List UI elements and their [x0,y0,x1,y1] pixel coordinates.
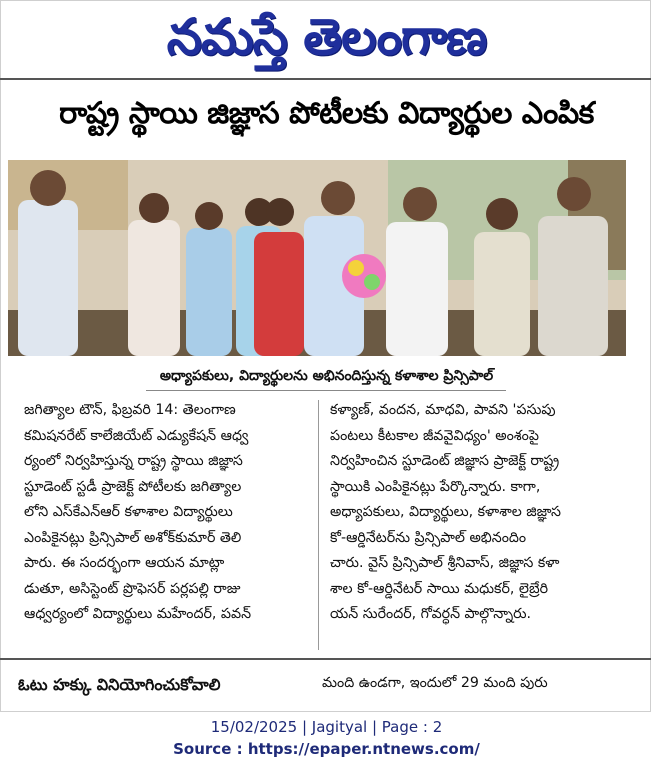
caption-underline [146,390,506,391]
divider [0,78,651,80]
source-link[interactable]: Source : https://epaper.ntnews.com/ [173,740,480,758]
article-column-2 [330,398,630,628]
divider [0,658,651,660]
article-headline: రాష్ట్ర స్థాయి జిజ్ఞాస పోటీలకు విద్యార్థుల ఎంపిక [59,96,594,131]
next-story-text: మంది ఉండగా, ఇందులో 29 మంది పురు [322,675,548,691]
group-photo-illustration [8,160,626,356]
text-line: నిర్వహించిన స్టూడెంట్ జిజ్ఞాస ప్రాజెక్ట్ రాష్ట్ర [330,453,560,469]
article-column-1 [24,398,310,628]
masthead [0,6,653,68]
text-line: చారు. వైస్ ప్రిన్సిపాల్ శ్రీనివాస్, జిజ్ఞాస కళా [330,555,560,571]
text-line: జగిత్యాల టౌన్, ఫిబ్రవరి 14: తెలంగాణ [24,402,236,418]
text-line: స్టూడెంట్ స్టడీ ప్రాజెక్ట్ పోటీలకు జగిత్యాల [24,478,242,495]
text-line: ఆధ్వర్యంలో విద్యార్థులు మహేందర్, పవన్ [24,606,252,622]
edition-info: 15/02/2025 | Jagityal | Page : 2 [210,718,443,736]
text-line: ఎంపికైనట్లు ప్రిన్సిపాల్ అశోక్‌కుమార్ తెలి [24,529,242,546]
text-line: స్థాయికి ఎంపికైనట్లు పేర్కొన్నారు. కాగా, [330,478,541,495]
text-line: పంటలు కీటకాల జీవవైవిధ్యం' అంశంపై [330,427,539,444]
next-story-headline: ఓటు హక్కు వినియోగించుకోవాలి [18,675,221,694]
newspaper-title: నమస్తే తెలంగాణ [166,8,487,66]
column-divider [318,400,319,650]
photo-caption: అధ్యాపకులు, విద్యార్థులను అభినందిస్తున్న కళాశాల ప్రిన్సిపాల్ [159,368,494,384]
text-line: డుతూ, అసిస్టెంట్ ప్రొఫెసర్ పర్లపల్లి రాజు [24,580,241,597]
text-line: ర్యంలో నిర్వహిస్తున్న రాష్ట్ర స్థాయి జిజ్ఞాస [24,453,243,469]
text-line: పారు. ఈ సందర్భంగా ఆయన మాట్లా [24,555,225,571]
text-line: యన్ సురేందర్, గోవర్ధన్ పాల్గొన్నారు. [330,606,531,622]
text-line: కో-ఆర్డినేటర్‌ను ప్రిన్సిపాల్ అభినందిం [330,529,527,546]
text-line: కళ్యాణ్, వందన, మాధవి, పావని 'పసుపు [330,402,556,418]
article-photo [8,160,626,356]
text-line: లోని ఎస్‌కేఎన్ఆర్ కళాశాల విద్యార్థులు [24,504,233,520]
text-line: కమిషనరేట్ కాలేజియేట్ ఎడ్యుకేషన్ ఆధ్వ [24,427,249,444]
text-line: శాల కో-ఆర్డినేటర్ సాయి మధుకర్, లైబ్రేరి [330,580,548,597]
text-line: అధ్యాపకులు, విద్యార్థులు, కళాశాల జిజ్ఞాస [330,504,562,520]
